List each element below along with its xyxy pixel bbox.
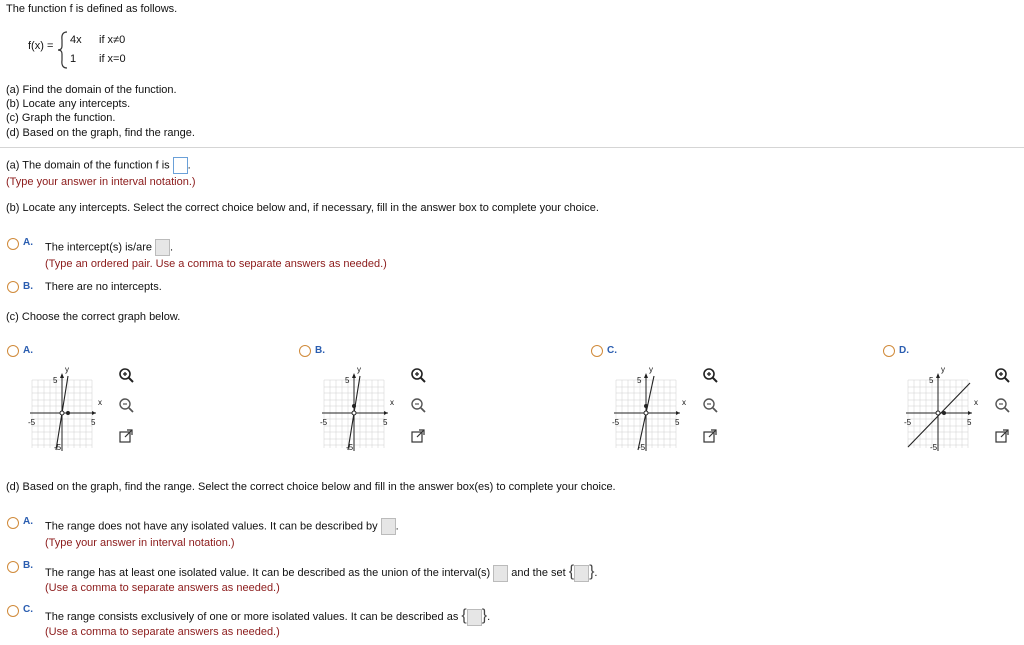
part-b-option-a-hint: (Type an ordered pair. Use a comma to separate answers as needed.) [45, 258, 387, 270]
graph-option-b-letter: B. [315, 345, 325, 356]
part-d-option-c-radio[interactable] [7, 605, 19, 617]
graph-d [904, 365, 980, 455]
range-union-interval-box[interactable] [493, 565, 508, 582]
part-d-option-b-text: The range has at least one isolated value. It can be described as the union of the interval(s) and the set { }. [45, 563, 598, 580]
graph-c [612, 365, 688, 455]
graph-c-xtick-neg5: -5 [612, 418, 620, 427]
graph-b-y-label: y [357, 365, 361, 374]
part-d-prompt: (d) Based on the graph, find the range. Select the correct choice below and fill in the answer box(es) to complete your choice. [6, 481, 616, 493]
open-external-icon[interactable] [410, 428, 426, 444]
graph-a-xtick-neg5: -5 [28, 418, 36, 427]
part-b-option-a-letter: A. [23, 237, 33, 248]
graph-d-xtick-5: 5 [967, 418, 972, 427]
part-a-prompt: (a) The domain of the function f is . [6, 157, 191, 174]
part-c-prompt: (c) Choose the correct graph below. [6, 311, 181, 323]
open-external-icon[interactable] [994, 428, 1010, 444]
task-part-c: (c) Graph the function. [6, 112, 116, 124]
open-external-icon[interactable] [118, 428, 134, 444]
part-b-prompt: (b) Locate any intercepts. Select the correct choice below and, if necessary, fill in the answer box to complete your choice. [6, 202, 599, 214]
graph-c-ytick-5: 5 [637, 376, 642, 385]
graph-c-xtick-5: 5 [675, 418, 680, 427]
part-d-option-c-letter: C. [23, 604, 33, 615]
graph-c-x-label: x [682, 398, 686, 407]
graph-d-xtick-neg5: -5 [904, 418, 912, 427]
graph-a [28, 365, 104, 455]
case1-condition: if x≠0 [99, 34, 126, 46]
graph-option-d-letter: D. [899, 345, 909, 356]
part-d-option-b-hint: (Use a comma to separate answers as needed.) [45, 582, 280, 594]
open-external-icon[interactable] [702, 428, 718, 444]
part-d-option-b-label2: and the set [511, 567, 566, 579]
part-d-option-b-label: The range has at least one isolated value. It can be described as the union of the interval(s) [45, 567, 491, 579]
intercept-answer-box[interactable] [155, 239, 170, 256]
domain-answer-box[interactable] [173, 157, 188, 174]
graph-a-xtick-5: 5 [91, 418, 96, 427]
part-d-option-a-label: The range does not have any isolated values. It can be described by [45, 520, 378, 533]
graph-d-x-label: x [974, 398, 978, 407]
section-divider [0, 147, 1024, 148]
part-a-prompt-text: (a) The domain of the function f is [6, 159, 170, 172]
case2-expression: 1 [70, 53, 77, 65]
part-d-option-a-hint: (Type your answer in interval notation.) [45, 537, 235, 549]
range-interval-answer-box[interactable] [381, 518, 396, 535]
part-a-hint: (Type your answer in interval notation.) [6, 176, 196, 188]
part-d-option-a-letter: A. [23, 516, 33, 527]
part-d-option-c-hint: (Use a comma to separate answers as needed.) [45, 626, 280, 638]
zoom-out-icon[interactable] [410, 397, 426, 413]
graph-b-ytick-neg5: -5 [346, 443, 354, 452]
graph-a-ytick-5: 5 [53, 376, 58, 385]
zoom-out-icon[interactable] [994, 397, 1010, 413]
zoom-in-icon[interactable] [118, 367, 134, 383]
graph-option-a-letter: A. [23, 345, 33, 356]
part-b-option-b-radio[interactable] [7, 281, 19, 293]
graph-b-xtick-5: 5 [383, 418, 388, 427]
task-part-d: (d) Based on the graph, find the range. [6, 127, 195, 139]
part-d-option-c-label: The range consists exclusively of one or more isolated values. It can be described as [45, 611, 459, 623]
graph-b-x-label: x [390, 398, 394, 407]
part-d-option-c-text: The range consists exclusively of one or more isolated values. It can be described as { }. [45, 607, 491, 624]
part-b-option-b-letter: B. [23, 281, 33, 292]
graph-option-c-letter: C. [607, 345, 617, 356]
graph-a-y-label: y [65, 365, 69, 374]
part-d-option-a-radio[interactable] [7, 517, 19, 529]
graph-d-ytick-5: 5 [929, 376, 934, 385]
part-b-option-a-label: The intercept(s) is/are [45, 241, 152, 254]
zoom-out-icon[interactable] [118, 397, 134, 413]
zoom-in-icon[interactable] [410, 367, 426, 383]
zoom-in-icon[interactable] [702, 367, 718, 383]
part-d-option-b-radio[interactable] [7, 561, 19, 573]
part-d-option-a-text: The range does not have any isolated values. It can be described by . [45, 518, 399, 535]
graph-c-ytick-neg5: -5 [638, 443, 646, 452]
graph-d-y-label: y [941, 365, 945, 374]
graph-b-ytick-5: 5 [345, 376, 350, 385]
task-part-b: (b) Locate any intercepts. [6, 98, 131, 110]
graph-option-c-radio[interactable] [591, 345, 603, 357]
piecewise-brace [57, 30, 69, 70]
problem-intro: The function f is defined as follows. [6, 3, 178, 15]
zoom-out-icon[interactable] [702, 397, 718, 413]
graph-a-x-label: x [98, 398, 102, 407]
graph-a-ytick-neg5: -5 [54, 443, 62, 452]
graph-c-y-label: y [649, 365, 653, 374]
function-label: f(x) = [28, 40, 54, 52]
zoom-in-icon[interactable] [994, 367, 1010, 383]
task-part-a: (a) Find the domain of the function. [6, 84, 177, 96]
graph-b [320, 365, 396, 455]
part-b-option-b-text: There are no intercepts. [45, 281, 162, 293]
part-b-option-a-text: The intercept(s) is/are . [45, 239, 173, 256]
part-b-option-a-radio[interactable] [7, 238, 19, 250]
graph-option-a-radio[interactable] [7, 345, 19, 357]
part-d-option-b-letter: B. [23, 560, 33, 571]
case2-condition: if x=0 [99, 53, 126, 65]
isolated-values-answer-box[interactable] [467, 609, 482, 626]
case1-expression: 4x [70, 34, 82, 46]
graph-option-b-radio[interactable] [299, 345, 311, 357]
graph-option-d-radio[interactable] [883, 345, 895, 357]
graph-b-xtick-neg5: -5 [320, 418, 328, 427]
graph-d-ytick-neg5: -5 [930, 443, 938, 452]
range-set-answer-box[interactable] [574, 565, 589, 582]
